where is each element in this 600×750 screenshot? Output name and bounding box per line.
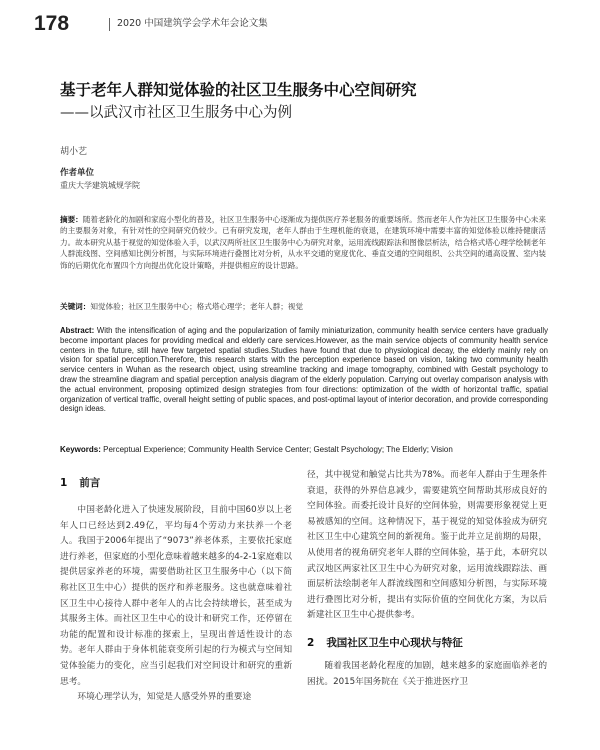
paragraph: 中国老龄化进入了快速发展阶段，目前中国60岁以上老年人口已经达到2.49亿，平均每4个劳动力来扶养一个老人。我国于2006年提出了“9073”养老体系，主要依托家庭进行养老，但家庭的小型化意味着越来越多的4-2-1家庭难以提供居家养老的环境，需要借助社区卫生服务中心（以下简称社区卫生中心）提供的医疗和养老服务。这也就意味着社区卫生中心接待人群中老年人的占比会持续增长，甚至成为其服务主体。而社区卫生中心的设计和研究工作，还停留在功能的配置和设计标准的探索上，呈现出普适性设计的态势。老年人群由于身体机能衰变所引起的行为模式与空间知觉体验能力的变化，应当引起我们对空间设计和研究的重新思考。 [60,505,292,687]
affiliation-label: 作者单位 [60,168,95,178]
keywords-cn-label: 关键词： [60,302,91,311]
section-2-heading [307,636,547,650]
affiliation: 重庆大学建筑城规学院 [60,181,140,190]
journal-title: 2020 中国建筑学会学术年会论文集 [117,18,268,29]
article-subtitle: ——以武汉市社区卫生服务中心为例 [60,105,292,121]
abstract-cn-label: 摘要： [60,215,83,224]
header-divider [109,18,110,31]
keywords-chinese [60,301,546,312]
right-column [307,468,547,690]
section-1-continuation [307,468,547,624]
left-column [60,476,292,706]
article-title: 基于老年人群知觉体验的社区卫生服务中心空间研究 [60,81,417,99]
keywords-en-label: Keywords: [60,445,101,454]
section-1-body [60,503,292,706]
abstract-cn-text: 随着老龄化的加剧和家庭小型化的普及，社区卫生服务中心逐渐成为提供医疗养老服务的重要场所。然而老年人作为社区卫生服务中心未来的主要服务对象，有针对性的空间研究仍较少。已有研究发现，老年人群由于生理机能的衰退，在建筑环境中需要丰富的知觉体验以维持健康活力。故本研究从基于视觉的知觉体验入手，以武汉两所社区卫生服务中心为研究对象，运用流线跟踪法和图像层析法，结合格式塔心理学绘制老年人群流线图、空间感知比例分析图，与实际环境进行叠图比对分析，从水平交通的宽度优化、垂直交通的空间组织、公共空间的通高设置、室内装饰的后期优化布置四个方向提出优化设计策略，并提供相应的设计思路。 [60,215,546,270]
paragraph: 径，其中视觉和触觉占比共为78%。而老年人群由于生理条件衰退，获得的外界信息减少，需要建筑空间帮助其形成良好的空间体验。而委托设计良好的空间体验，则需要形象视觉上更易被感知的空间。这种情况下，基于视觉的知觉体验成为研究社区卫生中心建筑空间的新视角。鉴于此并立足前期的局限，从使用者的视角研究老年人群的空间体验，基于此，本研究以武汉地区两家社区卫生中心为研究对象，运用流线跟踪法、画面层析法绘制老年人群流线图和空间感知分析图，与实际环境进行叠图比对分析，提出有实际价值的空间优化方案，为以后新建社区卫生中心提供参考。 [307,470,547,621]
keywords-en-text: Perceptual Experience; Community Health Service Center; Gestalt Psychology; The Elderly; Vision [103,445,453,454]
keywords-english [60,444,548,455]
abstract-english [60,326,548,414]
section-1-title: 前言 [79,477,101,489]
paragraph: 随着我国老龄化程度的加剧，越来越多的家庭面临养老的困扰。2015年国务院在《关于推进医疗卫 [307,660,547,687]
abstract-en-label: Abstract: [60,326,95,335]
paragraph: 环境心理学认为，知觉是人感受外界的重要途 [77,692,252,703]
page-number: 178 [34,12,70,35]
section-2-title: 我国社区卫生中心现状与特征 [326,636,463,649]
section-1-heading [60,476,292,490]
section-2-body [307,659,547,690]
keywords-cn-text: 知觉体验；社区卫生服务中心；格式塔心理学；老年人群；视觉 [90,302,303,311]
abstract-en-text: With the intensification of aging and the popularization of family miniaturization, community health service centers have gradually become important places for providing medical and elderly care services.However, as the main service objects of community health service centers in the future, still have few targeted spatial studies.Studies have found that due to physiological decay, the elderly mainly rely on vision for spatial perception.Therefore, this research starts with the perception experience based on vision, taking two community health service centers in Wuhan as the research object, using streamline tracking and image tomography, combined with Gestalt psychology to draw the streamline diagram and spatial perception analysis diagram of the elderly population. Carrying out overlay comparison analysis with the actual environment, proposing optimized design strategies from four directions: optimization of the width of horizontal traffic, spatial organization of vertical traffic, overall height setting of public spaces, and post-optimal layout of interior decoration, and provide corresponding design ideas. [60,326,548,414]
abstract-chinese [60,214,546,271]
section-1-number: 1 [60,477,68,489]
page-header [34,12,574,36]
author-name: 胡小艺 [60,147,88,157]
section-2-number: 2 [307,636,315,649]
